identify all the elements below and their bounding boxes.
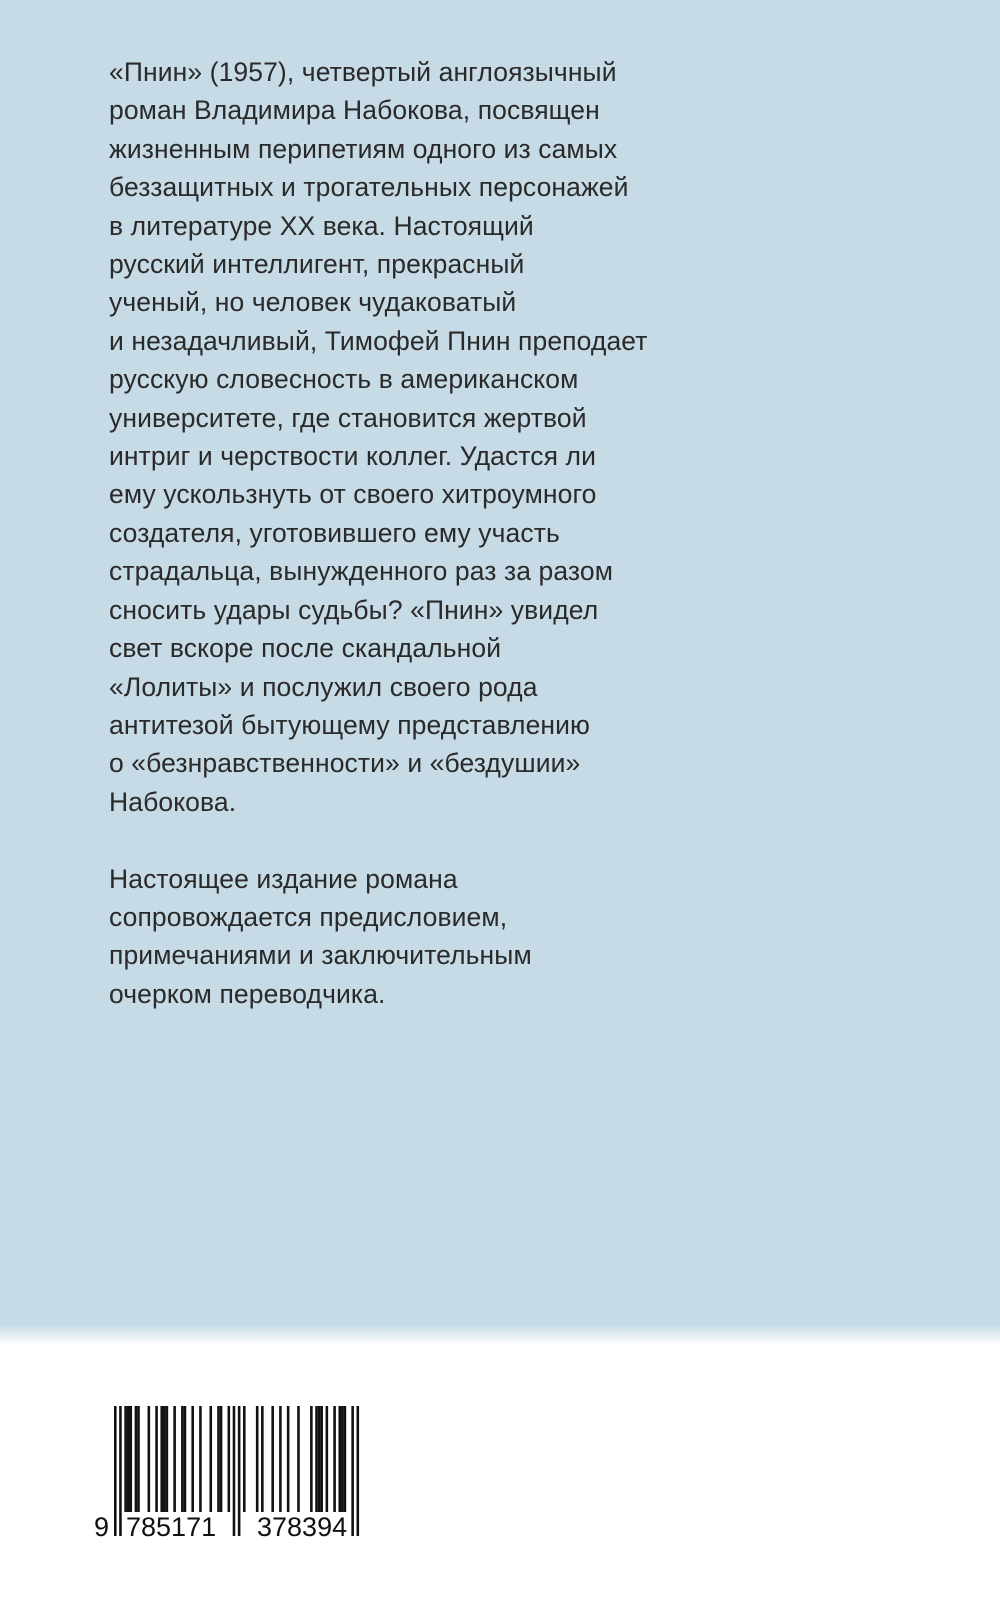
blurb-line: сносить удары судьбы? «Пнин» увидел [109, 594, 599, 625]
blurb-line: роман Владимира Набокова, посвящен [109, 95, 600, 126]
blurb-line: свет вскоре после скандальной [109, 633, 502, 664]
blurb-line: в литературе XX века. Настоящий [109, 210, 534, 241]
barcode-bar [228, 1406, 231, 1512]
blurb-line: о «безнравственности» и «бездушии» [109, 748, 581, 779]
barcode-guard-bar [114, 1406, 117, 1536]
barcode-bar [333, 1406, 336, 1512]
barcode-bar [279, 1406, 282, 1512]
book-blurb [109, 53, 809, 1052]
barcode-bar [124, 1406, 127, 1512]
barcode-guard-bar [351, 1406, 354, 1536]
blurb-line: университете, где становится жертвой [109, 402, 587, 433]
barcode-bar [148, 1406, 151, 1512]
barcode-bar [315, 1406, 318, 1512]
blurb-line: ему ускользнуть от своего хитроумного [109, 479, 597, 510]
blurb-line: жизненным перипетиям одного из самых [109, 133, 618, 164]
blurb-line: страдальца, вынужденного раз за разом [109, 556, 614, 587]
barcode-bar [341, 1406, 344, 1512]
blurb-line: и незадачливый, Тимофей Пнин преподает [109, 325, 648, 356]
barcode-bar [243, 1406, 246, 1512]
barcode-left-group: 785171 [126, 1512, 217, 1542]
barcode-bar [338, 1406, 341, 1512]
barcode-bar [137, 1406, 140, 1512]
blurb-line: Набокова. [109, 786, 237, 817]
blurb-line: русскую словесность в американском [109, 364, 579, 395]
blurb-line: «Пнин» (1957), четвертый англоязычный [109, 57, 617, 87]
barcode-guard-bar [357, 1406, 360, 1536]
blurb-line: ученый, но человек чудаковатый [109, 287, 517, 318]
barcode-bar [318, 1406, 321, 1512]
barcode-right-group: 378394 [257, 1512, 348, 1542]
barcode-bar [209, 1406, 212, 1512]
barcode-bar [297, 1406, 300, 1512]
barcode-bar [320, 1406, 323, 1512]
isbn-barcode [92, 1406, 372, 1546]
barcode-bar [256, 1406, 259, 1512]
barcode-bar [220, 1406, 223, 1512]
barcode-bar [127, 1406, 130, 1512]
blurb-line: антитезой бытующему представлению [109, 709, 591, 740]
barcode-bar [160, 1406, 163, 1512]
blurb-line: примечаниями и заключительным [109, 940, 532, 971]
barcode-bar [191, 1406, 194, 1512]
barcode-lead-digit: 9 [94, 1512, 110, 1542]
barcode-bar [287, 1406, 290, 1512]
barcode-bar [155, 1406, 158, 1512]
barcode-bar [181, 1406, 184, 1512]
barcode-bar [326, 1406, 329, 1512]
blurb-line: «Лолиты» и послужил своего рода [109, 671, 538, 702]
barcode-bar [163, 1406, 166, 1512]
barcode-bar [344, 1406, 347, 1512]
barcode-guard-bar [238, 1406, 241, 1536]
blurb-line: очерком переводчика. [109, 978, 386, 1009]
blurb-paragraph-2 [109, 860, 809, 1014]
barcode-bar [261, 1406, 264, 1512]
barcode-bar [166, 1406, 169, 1512]
blurb-line: сопровождается предисловием, [109, 901, 508, 932]
blurb-line: интриг и черствости коллег. Удастся ли [109, 441, 596, 472]
blurb-line: беззащитных и трогательных персонажей [109, 172, 629, 203]
blurb-line: создателя, уготовившего ему участь [109, 517, 560, 548]
blurb-line: русский интеллигент, прекрасный [109, 249, 525, 280]
barcode-bar [310, 1406, 313, 1512]
blurb-line: Настоящее издание романа [109, 863, 458, 894]
barcode-bar [184, 1406, 187, 1512]
barcode-bar [217, 1406, 220, 1512]
barcode-bar [199, 1406, 202, 1512]
barcode-bar [129, 1406, 132, 1512]
barcode-bar [271, 1406, 274, 1512]
barcode-bar [173, 1406, 176, 1512]
barcode-guard-bar [233, 1406, 236, 1536]
barcode-guard-bar [119, 1406, 122, 1536]
barcode-bar [135, 1406, 138, 1512]
blurb-paragraph-1 [109, 53, 809, 821]
